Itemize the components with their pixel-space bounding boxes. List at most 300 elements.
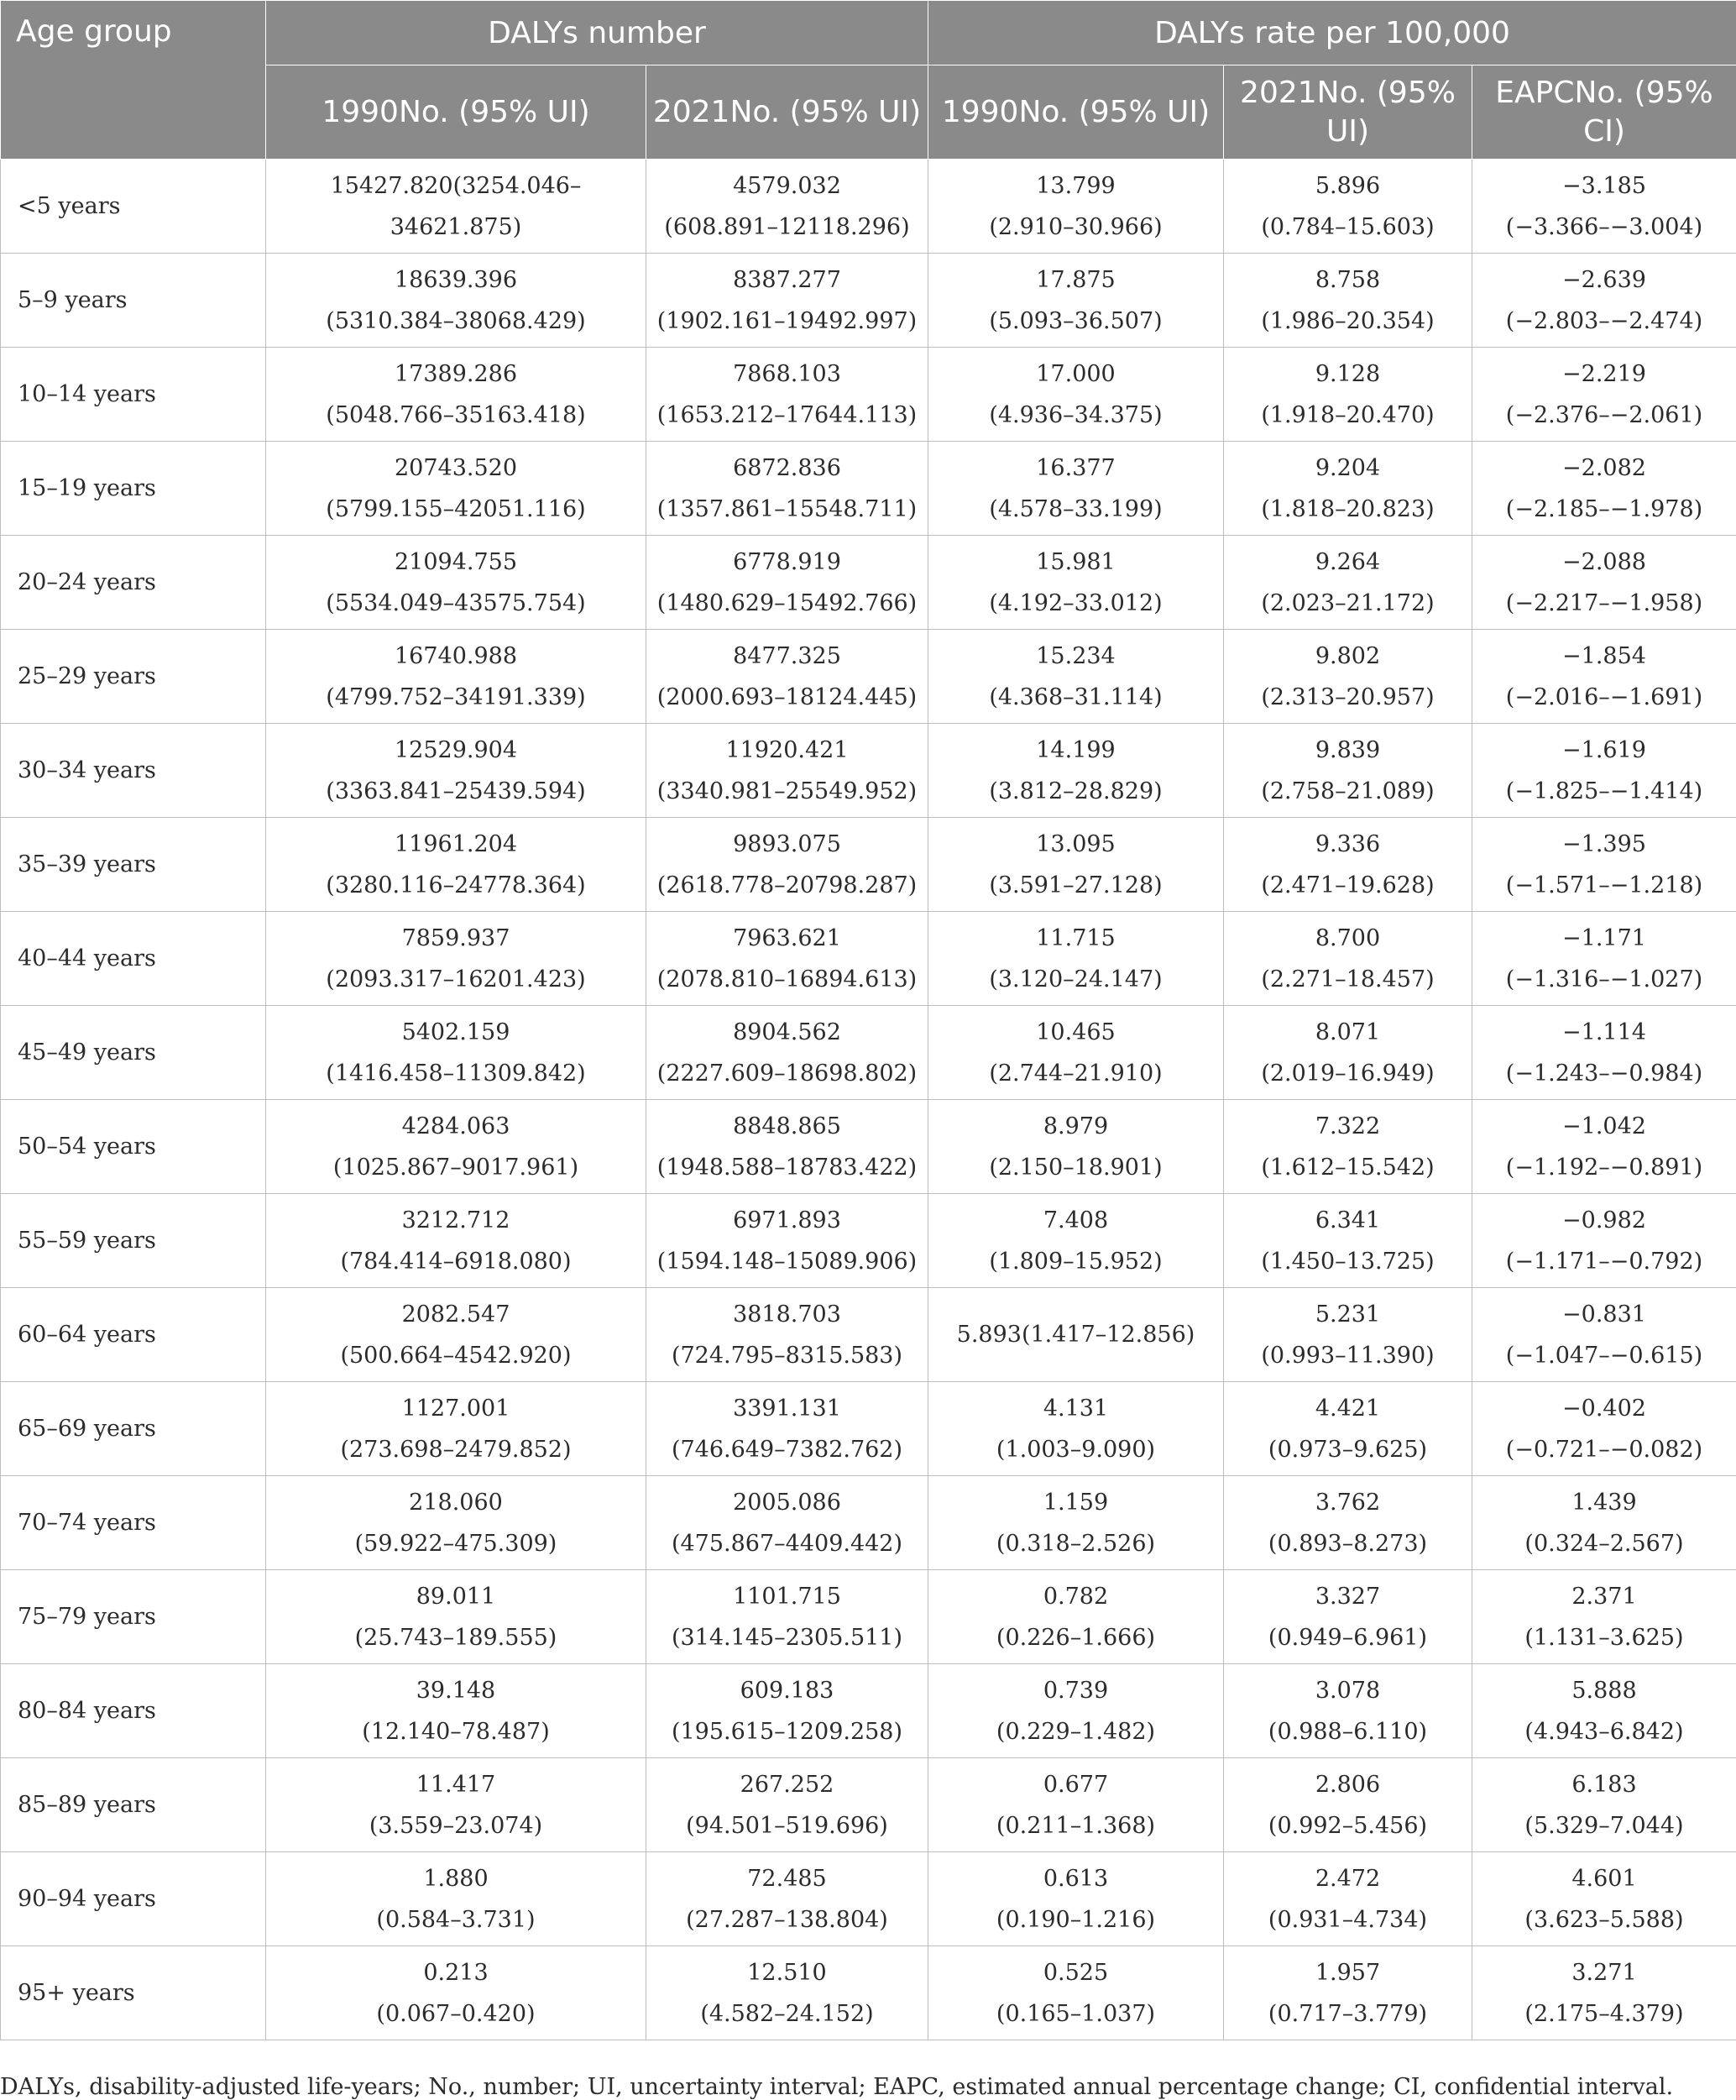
value-cell [266,254,646,348]
cell-estimate: 7.322 [1224,1106,1472,1147]
cell-interval: (1.918–20.470) [1224,395,1472,436]
cell-interval: (94.501–519.696) [646,1805,928,1846]
cell-interval: (2.271–18.457) [1224,959,1472,1000]
cell-interval: (5534.049–43575.754) [266,583,646,624]
cell-estimate: 3.327 [1224,1576,1472,1617]
value-cell [646,912,928,1006]
cell-estimate: 5.893(1.417–12.856) [928,1314,1223,1355]
cell-estimate: 7859.937 [266,918,646,959]
subcolumn-header [928,65,1224,160]
cell-interval: (2078.810–16894.613) [646,959,928,1000]
value-cell [266,442,646,536]
cell-estimate: 9.802 [1224,636,1472,677]
value-cell [928,536,1224,630]
value-cell [1472,818,1736,912]
age-group-cell: 65–69 years [1,1382,266,1476]
cell-estimate: 16740.988 [266,636,646,677]
cell-interval: (5799.155–42051.116) [266,489,646,530]
cell-interval: (314.145–2305.511) [646,1617,928,1658]
age-group-cell: 30–34 years [1,724,266,818]
cell-interval: (−2.185–−1.978) [1472,489,1736,530]
cell-estimate: 5.896 [1224,165,1472,207]
value-cell [928,1852,1224,1946]
value-cell [646,1288,928,1382]
age-group-cell: 80–84 years [1,1664,266,1758]
value-cell [1472,1946,1736,2040]
cell-estimate: 9.839 [1224,730,1472,771]
cell-estimate: −1.619 [1472,730,1736,771]
table-row [1,1288,1736,1382]
cell-estimate: 9.264 [1224,542,1472,583]
value-cell [266,1758,646,1852]
cell-estimate: 13.095 [928,824,1223,865]
value-cell [1224,1852,1472,1946]
cell-estimate: 11961.204 [266,824,646,865]
cell-estimate: 9.336 [1224,824,1472,865]
age-group-cell: <5 years [1,160,266,254]
cell-interval: (3363.841–25439.594) [266,771,646,812]
value-cell [646,1664,928,1758]
cell-estimate: 8.700 [1224,918,1472,959]
value-cell [1472,1100,1736,1194]
value-cell [646,1382,928,1476]
cell-interval: (1594.148–15089.906) [646,1241,928,1282]
value-cell [1224,1758,1472,1852]
cell-interval: (3.812–28.829) [928,771,1223,812]
cell-estimate: −2.082 [1472,448,1736,489]
cell-interval: (3.591–27.128) [928,865,1223,906]
cell-estimate: 17.875 [928,259,1223,301]
cell-estimate: 5402.159 [266,1012,646,1053]
cell-interval: (1948.588–18783.422) [646,1147,928,1188]
subcolumn-year: 1990 [942,95,1019,129]
value-cell [928,1664,1224,1758]
cell-estimate: 267.252 [646,1764,928,1805]
cell-interval: (5048.766–35163.418) [266,395,646,436]
cell-interval: (1653.212–17644.113) [646,395,928,436]
cell-estimate: −0.982 [1472,1200,1736,1241]
cell-estimate: 17.000 [928,353,1223,395]
cell-interval: (1.809–15.952) [928,1241,1223,1282]
cell-interval: (2.758–21.089) [1224,771,1472,812]
cell-interval: (4.192–33.012) [928,583,1223,624]
value-cell [646,1006,928,1100]
value-cell [1224,348,1472,442]
value-cell [1472,1288,1736,1382]
cell-estimate: 17389.286 [266,353,646,395]
value-cell [928,1100,1224,1194]
value-cell [646,1852,928,1946]
cell-estimate: 1.159 [928,1482,1223,1523]
value-cell [646,818,928,912]
cell-estimate: 218.060 [266,1482,646,1523]
age-group-cell: 60–64 years [1,1288,266,1382]
cell-interval: (273.698–2479.852) [266,1429,646,1470]
cell-estimate: 8477.325 [646,636,928,677]
value-cell [1224,1006,1472,1100]
cell-estimate: 15427.820(3254.046–34621.875) [266,165,646,248]
value-cell [1224,818,1472,912]
cell-interval: (2.175–4.379) [1472,1993,1736,2035]
cell-interval: (27.287–138.804) [646,1899,928,1940]
value-cell [1472,348,1736,442]
value-cell [646,536,928,630]
value-cell [1472,630,1736,724]
age-group-cell: 75–79 years [1,1570,266,1664]
cell-interval: (−3.366–−3.004) [1472,207,1736,248]
cell-interval: (500.664–4542.920) [266,1335,646,1376]
value-cell [646,1758,928,1852]
cell-estimate: 8848.865 [646,1106,928,1147]
value-cell [1472,1006,1736,1100]
cell-interval: (3.120–24.147) [928,959,1223,1000]
cell-estimate: 11920.421 [646,730,928,771]
table-row [1,630,1736,724]
age-group-cell: 50–54 years [1,1100,266,1194]
cell-estimate: 11.417 [266,1764,646,1805]
value-cell [646,1476,928,1570]
value-cell [646,254,928,348]
value-cell [1224,1664,1472,1758]
cell-interval: (1.818–20.823) [1224,489,1472,530]
cell-estimate: 9.204 [1224,448,1472,489]
cell-estimate: 8.758 [1224,259,1472,301]
table-footnote: DALYs, disability-adjusted life-years; No., number; UI, uncertainty interval; EAPC, estimated annual percentage change; CI, confidential interval. [0,2074,1673,2100]
cell-interval: (0.949–6.961) [1224,1617,1472,1658]
value-cell [646,348,928,442]
cell-estimate: 13.799 [928,165,1223,207]
age-group-cell: 25–29 years [1,630,266,724]
age-group-cell: 95+ years [1,1946,266,2040]
cell-estimate: 2.806 [1224,1764,1472,1805]
value-cell [1472,160,1736,254]
cell-interval: (2.150–18.901) [928,1147,1223,1188]
cell-estimate: 5.231 [1224,1294,1472,1335]
table-row [1,1758,1736,1852]
cell-estimate: 5.888 [1472,1670,1736,1711]
value-cell [1224,254,1472,348]
cell-interval: (2000.693–18124.445) [646,677,928,718]
cell-estimate: 3212.712 [266,1200,646,1241]
value-cell [266,1476,646,1570]
cell-estimate: 0.739 [928,1670,1223,1711]
value-cell [1224,1288,1472,1382]
cell-interval: (−2.016–−1.691) [1472,677,1736,718]
cell-estimate: 18639.396 [266,259,646,301]
cell-interval: (0.211–1.368) [928,1805,1223,1846]
cell-estimate: 0.213 [266,1952,646,1993]
cell-estimate: 2005.086 [646,1482,928,1523]
value-cell [928,912,1224,1006]
subcolumn-header [1224,65,1472,160]
table-row [1,1194,1736,1288]
age-group-cell: 45–49 years [1,1006,266,1100]
cell-estimate: 6872.836 [646,448,928,489]
cell-estimate: −0.831 [1472,1294,1736,1335]
value-cell [928,1570,1224,1664]
cell-interval: (12.140–78.487) [266,1711,646,1752]
cell-estimate: −1.854 [1472,636,1736,677]
subcolumn-measure: No. (95% UI) [1018,95,1210,129]
subcolumn-year: 1990 [322,95,399,129]
age-group-cell: 85–89 years [1,1758,266,1852]
cell-interval: (4799.752–34191.339) [266,677,646,718]
cell-interval: (3280.116–24778.364) [266,865,646,906]
cell-interval: (0.067–0.420) [266,1993,646,2035]
cell-estimate: 8.979 [928,1106,1223,1147]
cell-estimate: 2082.547 [266,1294,646,1335]
value-cell [1472,1476,1736,1570]
cell-interval: (−1.571–−1.218) [1472,865,1736,906]
cell-interval: (0.226–1.666) [928,1617,1223,1658]
cell-estimate: 39.148 [266,1670,646,1711]
table-row [1,818,1736,912]
value-cell [646,1946,928,2040]
table-row [1,1946,1736,2040]
cell-estimate: −3.185 [1472,165,1736,207]
header-row-groups [1,1,1736,65]
value-cell [1224,536,1472,630]
cell-interval: (0.992–5.456) [1224,1805,1472,1846]
cell-interval: (−1.171–−0.792) [1472,1241,1736,1282]
cell-estimate: 4.131 [928,1388,1223,1429]
cell-estimate: 9893.075 [646,824,928,865]
cell-estimate: 2.371 [1472,1576,1736,1617]
cell-interval: (−1.192–−0.891) [1472,1147,1736,1188]
cell-estimate: 3818.703 [646,1294,928,1335]
value-cell [266,630,646,724]
value-cell [266,1100,646,1194]
cell-interval: (0.988–6.110) [1224,1711,1472,1752]
value-cell [928,724,1224,818]
cell-interval: (2.023–21.172) [1224,583,1472,624]
cell-estimate: 11.715 [928,918,1223,959]
table-header [1,1,1736,160]
cell-interval: (1.003–9.090) [928,1429,1223,1470]
cell-estimate: 0.525 [928,1952,1223,1993]
table-row [1,1852,1736,1946]
cell-interval: (4.582–24.152) [646,1993,928,2035]
value-cell [928,348,1224,442]
cell-interval: (1480.629–15492.766) [646,583,928,624]
cell-estimate: 10.465 [928,1012,1223,1053]
value-cell [928,630,1224,724]
cell-interval: (1025.867–9017.961) [266,1147,646,1188]
age-group-cell: 90–94 years [1,1852,266,1946]
value-cell [1224,1476,1472,1570]
cell-interval: (0.993–11.390) [1224,1335,1472,1376]
value-cell [928,160,1224,254]
value-cell [266,1006,646,1100]
value-cell [266,536,646,630]
value-cell [1224,724,1472,818]
value-cell [928,442,1224,536]
cell-estimate: 21094.755 [266,542,646,583]
cell-interval: (3340.981–25549.952) [646,771,928,812]
cell-estimate: 4284.063 [266,1106,646,1147]
cell-estimate: 6.183 [1472,1764,1736,1805]
cell-estimate: 1.880 [266,1858,646,1899]
table-row [1,1100,1736,1194]
cell-estimate: −2.088 [1472,542,1736,583]
value-cell [1224,160,1472,254]
cell-estimate: −2.639 [1472,259,1736,301]
cell-interval: (−1.243–−0.984) [1472,1053,1736,1094]
cell-estimate: 15.234 [928,636,1223,677]
cell-interval: (746.649–7382.762) [646,1429,928,1470]
value-cell [1472,1382,1736,1476]
age-group-cell: 35–39 years [1,818,266,912]
subcolumn-header [266,65,646,160]
value-cell [1224,1382,1472,1476]
cell-interval: (3.623–5.588) [1472,1899,1736,1940]
cell-estimate: 89.011 [266,1576,646,1617]
cell-interval: (2.471–19.628) [1224,865,1472,906]
cell-estimate: 1101.715 [646,1576,928,1617]
cell-interval: (4.368–31.114) [928,677,1223,718]
cell-interval: (475.867–4409.442) [646,1523,928,1564]
value-cell [1472,254,1736,348]
cell-interval: (0.893–8.273) [1224,1523,1472,1564]
cell-estimate: −0.402 [1472,1388,1736,1429]
value-cell [266,1194,646,1288]
subcolumn-header [646,65,928,160]
cell-estimate: 609.183 [646,1670,928,1711]
cell-interval: (−1.047–−0.615) [1472,1335,1736,1376]
cell-estimate: −1.114 [1472,1012,1736,1053]
value-cell [266,1570,646,1664]
table-row [1,912,1736,1006]
cell-interval: (25.743–189.555) [266,1617,646,1658]
subcolumn-year: EAPC [1495,76,1574,110]
age-group-cell: 40–44 years [1,912,266,1006]
cell-estimate: 16.377 [928,448,1223,489]
age-group-cell: 55–59 years [1,1194,266,1288]
cell-interval: (−1.825–−1.414) [1472,771,1736,812]
table-row [1,1476,1736,1570]
cell-interval: (195.615–1209.258) [646,1711,928,1752]
cell-estimate: 3.078 [1224,1670,1472,1711]
cell-estimate: −1.395 [1472,824,1736,865]
cell-interval: (−2.376–−2.061) [1472,395,1736,436]
value-cell [266,1382,646,1476]
cell-estimate: 8904.562 [646,1012,928,1053]
table-row [1,536,1736,630]
cell-interval: (1.450–13.725) [1224,1241,1472,1282]
value-cell [1472,1758,1736,1852]
cell-estimate: 3.271 [1472,1952,1736,1993]
value-cell [646,724,928,818]
cell-interval: (1.131–3.625) [1472,1617,1736,1658]
value-cell [266,724,646,818]
cell-interval: (608.891–12118.296) [646,207,928,248]
table-row [1,1664,1736,1758]
value-cell [1472,1194,1736,1288]
age-group-cell: 5–9 years [1,254,266,348]
value-cell [266,348,646,442]
subcolumn-measure: No. (95% CI) [1574,76,1712,149]
value-cell [646,1570,928,1664]
value-cell [266,1664,646,1758]
table-row [1,1382,1736,1476]
value-cell [1224,1946,1472,2040]
age-group-cell: 10–14 years [1,348,266,442]
value-cell [928,1476,1224,1570]
cell-estimate: −1.171 [1472,918,1736,959]
cell-interval: (−0.721–−0.082) [1472,1429,1736,1470]
value-cell [928,254,1224,348]
age-group-cell: 15–19 years [1,442,266,536]
cell-interval: (4.578–33.199) [928,489,1223,530]
cell-interval: (4.943–6.842) [1472,1711,1736,1752]
dalys-number-header: DALYs number [266,1,928,65]
cell-interval: (0.318–2.526) [928,1523,1223,1564]
value-cell [928,1006,1224,1100]
cell-interval: (1.986–20.354) [1224,301,1472,342]
value-cell [266,912,646,1006]
value-cell [646,160,928,254]
cell-estimate: 7963.621 [646,918,928,959]
cell-interval: (5.329–7.044) [1472,1805,1736,1846]
table-row [1,1006,1736,1100]
cell-interval: (−1.316–−1.027) [1472,959,1736,1000]
age-group-cell: 70–74 years [1,1476,266,1570]
cell-estimate: 9.128 [1224,353,1472,395]
cell-estimate: 7.408 [928,1200,1223,1241]
subcolumn-header [1472,65,1736,160]
value-cell [1224,912,1472,1006]
cell-interval: (59.922–475.309) [266,1523,646,1564]
cell-interval: (2.744–21.910) [928,1053,1223,1094]
cell-estimate: 8387.277 [646,259,928,301]
cell-interval: (1416.458–11309.842) [266,1053,646,1094]
value-cell [1224,1570,1472,1664]
value-cell [928,1194,1224,1288]
cell-estimate: 1127.001 [266,1388,646,1429]
value-cell [1224,1100,1472,1194]
cell-interval: (2093.317–16201.423) [266,959,646,1000]
cell-interval: (1.612–15.542) [1224,1147,1472,1188]
cell-estimate: 6971.893 [646,1200,928,1241]
value-cell [1472,1664,1736,1758]
cell-interval: (1902.161–19492.997) [646,301,928,342]
cell-interval: (5310.384–38068.429) [266,301,646,342]
value-cell [1472,1852,1736,1946]
cell-interval: (724.795–8315.583) [646,1335,928,1376]
subcolumn-measure: No. (95% UI) [1317,76,1456,149]
value-cell [266,160,646,254]
cell-interval: (0.973–9.625) [1224,1429,1472,1470]
value-cell [1472,442,1736,536]
cell-estimate: 12529.904 [266,730,646,771]
cell-estimate: 14.199 [928,730,1223,771]
cell-estimate: −1.042 [1472,1106,1736,1147]
cell-estimate: 72.485 [646,1858,928,1899]
cell-estimate: 0.613 [928,1858,1223,1899]
cell-interval: (2618.778–20798.287) [646,865,928,906]
dalys-rate-header: DALYs rate per 100,000 [928,1,1736,65]
value-cell [928,1758,1224,1852]
cell-estimate: 1.957 [1224,1952,1472,1993]
cell-estimate: 0.677 [928,1764,1223,1805]
age-group-cell: 20–24 years [1,536,266,630]
table-row [1,1570,1736,1664]
cell-estimate: 3391.131 [646,1388,928,1429]
value-cell [646,442,928,536]
cell-interval: (0.584–3.731) [266,1899,646,1940]
subcolumn-year: 2021 [653,95,730,129]
value-cell [928,1288,1224,1382]
